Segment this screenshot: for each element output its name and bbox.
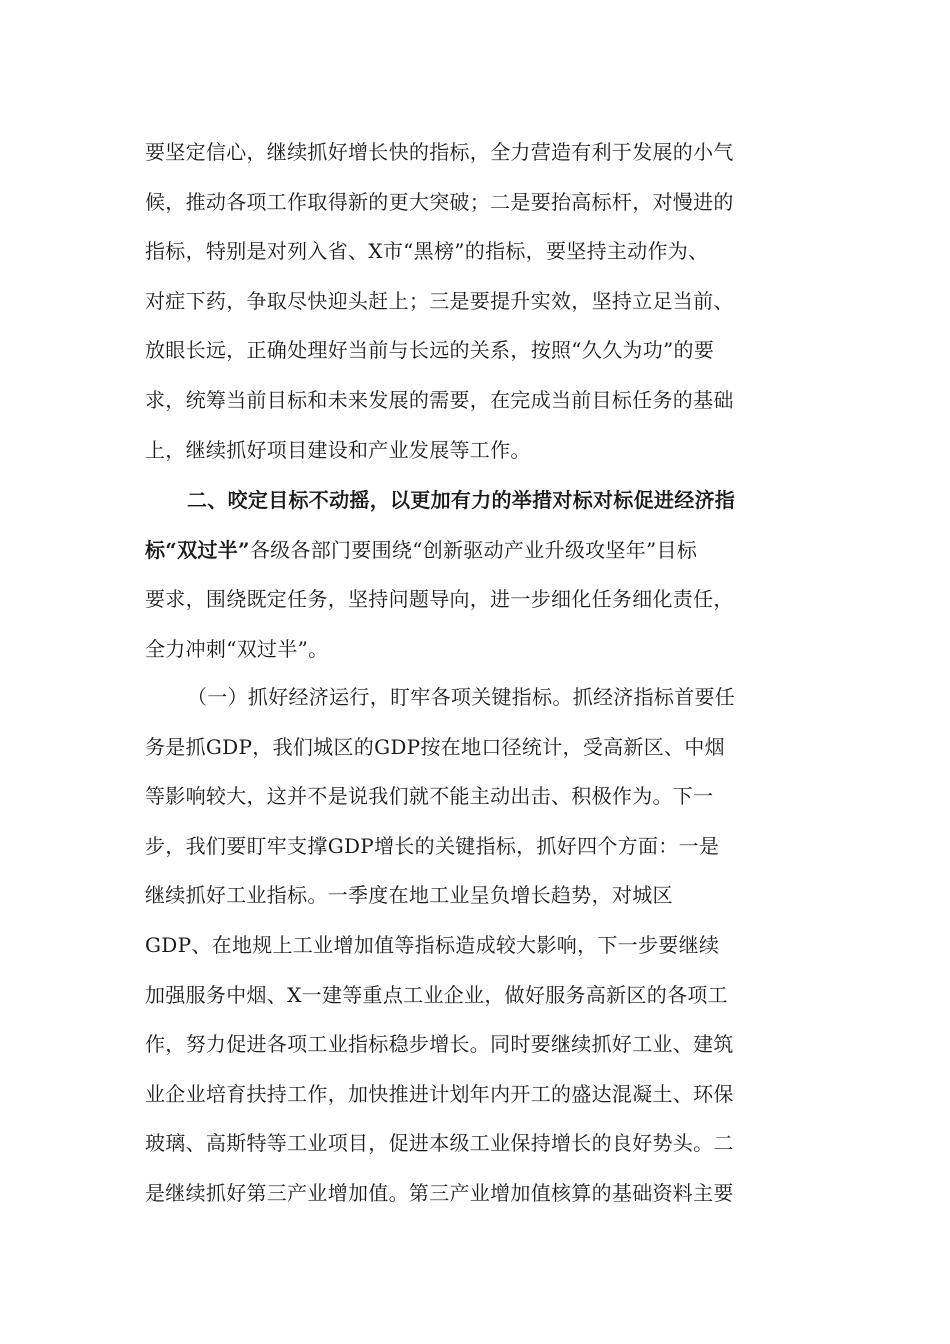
text-line: 步，我们要盯牢支撑GDP增长的关键指标，抓好四个方面：一是 (145, 833, 720, 858)
text-line (145, 526, 805, 576)
text-line: 是继续抓好第三产业增加值。第三产业增加值核算的基础资料主要 (145, 1180, 734, 1205)
text-line: 玻璃、高斯特等工业项目，促进本级工业保持增长的良好势头。二 (145, 1131, 734, 1156)
text-line: 指标，特别是对列入省、X市“黑榜”的指标，要坚持主动作为、 (145, 239, 709, 264)
text-line: 继续抓好工业指标。一季度在地工业呈负增长趋势，对城区 (145, 883, 673, 908)
paragraph-1 (145, 128, 805, 475)
text-line: 全力冲刺“双过半”。 (145, 636, 329, 661)
text-line: 等影响较大，这并不是说我们就不能主动出击、积极作为。下一 (145, 784, 714, 809)
text-line: 加强服务中烟、X一建等重点工业企业，做好服务高新区的各项工 (145, 982, 728, 1007)
text-line: GDP、在地规上工业增加值等指标造成较大影响，下一步要继续 (145, 932, 720, 957)
text-line: 求，统筹当前目标和未来发展的需要，在完成当前目标任务的基础 (145, 387, 734, 412)
text-line: 放眼长远，正确处理好当前与长远的关系，按照“久久为功”的要 (145, 338, 715, 363)
text-line: 业企业培育扶持工作，加快推进计划年内开工的盛达混凝土、环保 (145, 1081, 734, 1106)
text-line: 上，继续抓好项目建设和产业发展等工作。 (145, 437, 531, 462)
text-line: 候，推动各项工作取得新的更大突破；二是要抬高标杆，对慢进的 (145, 189, 734, 214)
paragraph-3 (145, 673, 805, 1219)
section-lead-text: 各级各部门要围绕“创新驱动产业升级攻坚年”目标 (249, 537, 698, 562)
paragraph-2 (145, 476, 805, 674)
text-line: 要求，围绕既定任务，坚持问题导向，进一步细化任务细化责任， (145, 587, 734, 612)
section-heading: 二、咬定目标不动摇，以更加有力的举措对标对标促进经济指 (187, 488, 736, 512)
text-line: 作，努力促进各项工业指标稳步增长。同时要继续抓好工业、建筑 (145, 1032, 734, 1057)
text-line: 对症下药，争取尽快迎头赶上；三是要提升实效，坚持立足当前、 (145, 288, 734, 313)
text-line: （一）抓好经济运行，盯牢各项关键指标。抓经济指标首要任 (187, 685, 736, 709)
text-line: 务是抓GDP，我们城区的GDP按在地口径统计，受高新区、中烟 (145, 734, 725, 759)
section-heading-tail: 标“双过半” (145, 537, 250, 562)
text-line: 要坚定信心，继续抓好增长快的指标，全力营造有利于发展的小气 (145, 140, 734, 164)
